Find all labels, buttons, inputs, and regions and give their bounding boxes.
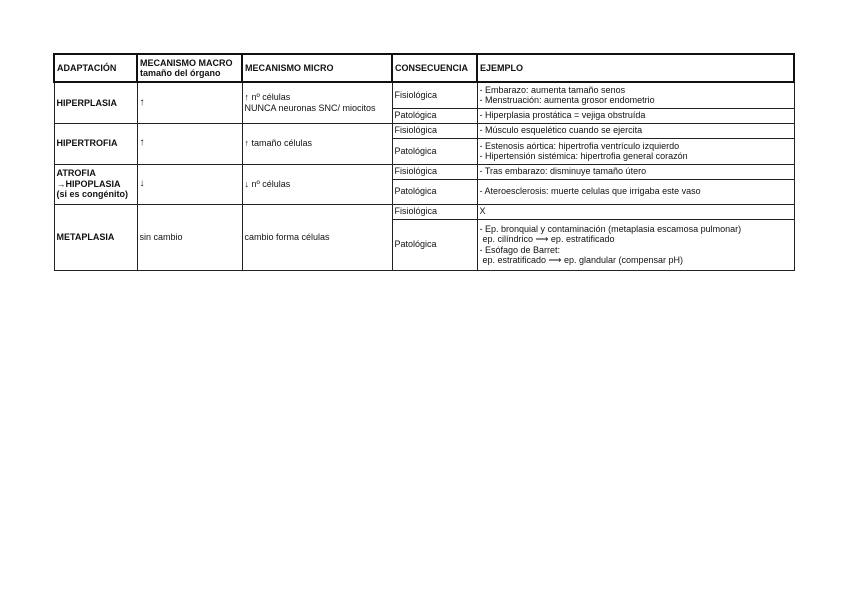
table-row: [54, 164, 794, 179]
hiperplasia-fisiologica-label: Fisiológica: [392, 82, 477, 108]
hipertrofia-patologica-examples: [477, 138, 794, 164]
atrofia-name-line: →HIPOPLASIA: [56, 178, 121, 189]
hiperplasia-micro-line: ↑ nº células: [244, 92, 291, 103]
hiperplasia-name: HIPERPLASIA: [54, 82, 137, 123]
table-row: [54, 204, 794, 219]
hiperplasia-patologica-examples: [477, 108, 794, 123]
atrofia-name-line: ATROFIA: [56, 168, 96, 179]
metaplasia-patologica-examples: [477, 219, 794, 270]
atrofia-patologica-label: Patológica: [392, 179, 477, 204]
metaplasia-fisiologica-examples: [477, 204, 794, 219]
header-mecanismo-macro-title: MECANISMO MACRO: [140, 57, 233, 68]
metaplasia-fisiologica-label: Fisiológica: [392, 204, 477, 219]
example-line: - Tras embarazo: disminuye tamaño útero: [479, 166, 647, 177]
metaplasia-micro: cambio forma células: [242, 204, 392, 270]
metaplasia-macro: sin cambio: [137, 204, 242, 270]
hiperplasia-micro: [242, 82, 392, 123]
adaptation-table: [53, 53, 795, 271]
atrofia-name-line: (si es congénito): [56, 189, 129, 200]
example-line: X: [479, 206, 486, 217]
metaplasia-patologica-label: Patológica: [392, 219, 477, 270]
hiperplasia-macro: ↑: [137, 82, 242, 123]
hipertrofia-micro: ↑ tamaño células: [242, 123, 392, 164]
atrofia-fisiologica-examples: [477, 164, 794, 179]
hipertrofia-fisiologica-label: Fisiológica: [392, 123, 477, 138]
hipertrofia-patologica-label: Patológica: [392, 138, 477, 164]
header-mecanismo-micro: MECANISMO MICRO: [242, 54, 392, 82]
atrofia-macro: ↓: [137, 164, 242, 204]
example-line: - Músculo esquelético cuando se ejercita: [479, 125, 643, 136]
hipertrofia-name: HIPERTROFIA: [54, 123, 137, 164]
hiperplasia-patologica-label: Patológica: [392, 108, 477, 123]
table-header-row: [54, 54, 794, 82]
example-line: - Hiperplasia prostática = vejiga obstruída: [479, 110, 646, 121]
metaplasia-name: METAPLASIA: [54, 204, 137, 270]
table-row: [54, 123, 794, 138]
header-consecuencia: CONSECUENCIA: [392, 54, 477, 82]
example-line: - Ateroesclerosis: muerte celulas que irrigaba este vaso: [479, 186, 701, 197]
header-adaptacion: ADAPTACIÓN: [54, 54, 137, 82]
example-line: ep. cilíndrico ⟶ ep. estratificado: [482, 234, 615, 244]
example-line: - Ep. bronquial y contaminación (metaplasia escamosa pulmonar): [479, 223, 742, 234]
hipertrofia-macro: ↑: [137, 123, 242, 164]
atrofia-patologica-examples: [477, 179, 794, 204]
header-mecanismo-macro: [137, 54, 242, 82]
example-line: - Hipertensión sistémica: hipertrofia general corazón: [479, 151, 688, 161]
atrofia-name: [54, 164, 137, 204]
example-line: - Esófago de Barret:: [479, 244, 561, 255]
example-line: ep. estratificado ⟶ ep. glandular (compensar pH): [482, 255, 684, 265]
atrofia-fisiologica-label: Fisiológica: [392, 164, 477, 179]
header-mecanismo-macro-subtitle: tamaño del órgano: [140, 68, 221, 78]
atrofia-micro: ↓ nº células: [242, 164, 392, 204]
header-ejemplo: EJEMPLO: [477, 54, 794, 82]
example-line: - Embarazo: aumenta tamaño senos: [479, 84, 626, 95]
hiperplasia-fisiologica-examples: [477, 82, 794, 108]
hiperplasia-micro-line: NUNCA neuronas SNC/ miocitos: [244, 102, 376, 113]
table-row: [54, 82, 794, 108]
example-line: - Estenosis aórtica: hipertrofia ventrículo izquierdo: [479, 140, 680, 151]
example-line: - Menstruación: aumenta grosor endometrio: [479, 95, 655, 106]
hipertrofia-fisiologica-examples: [477, 123, 794, 138]
